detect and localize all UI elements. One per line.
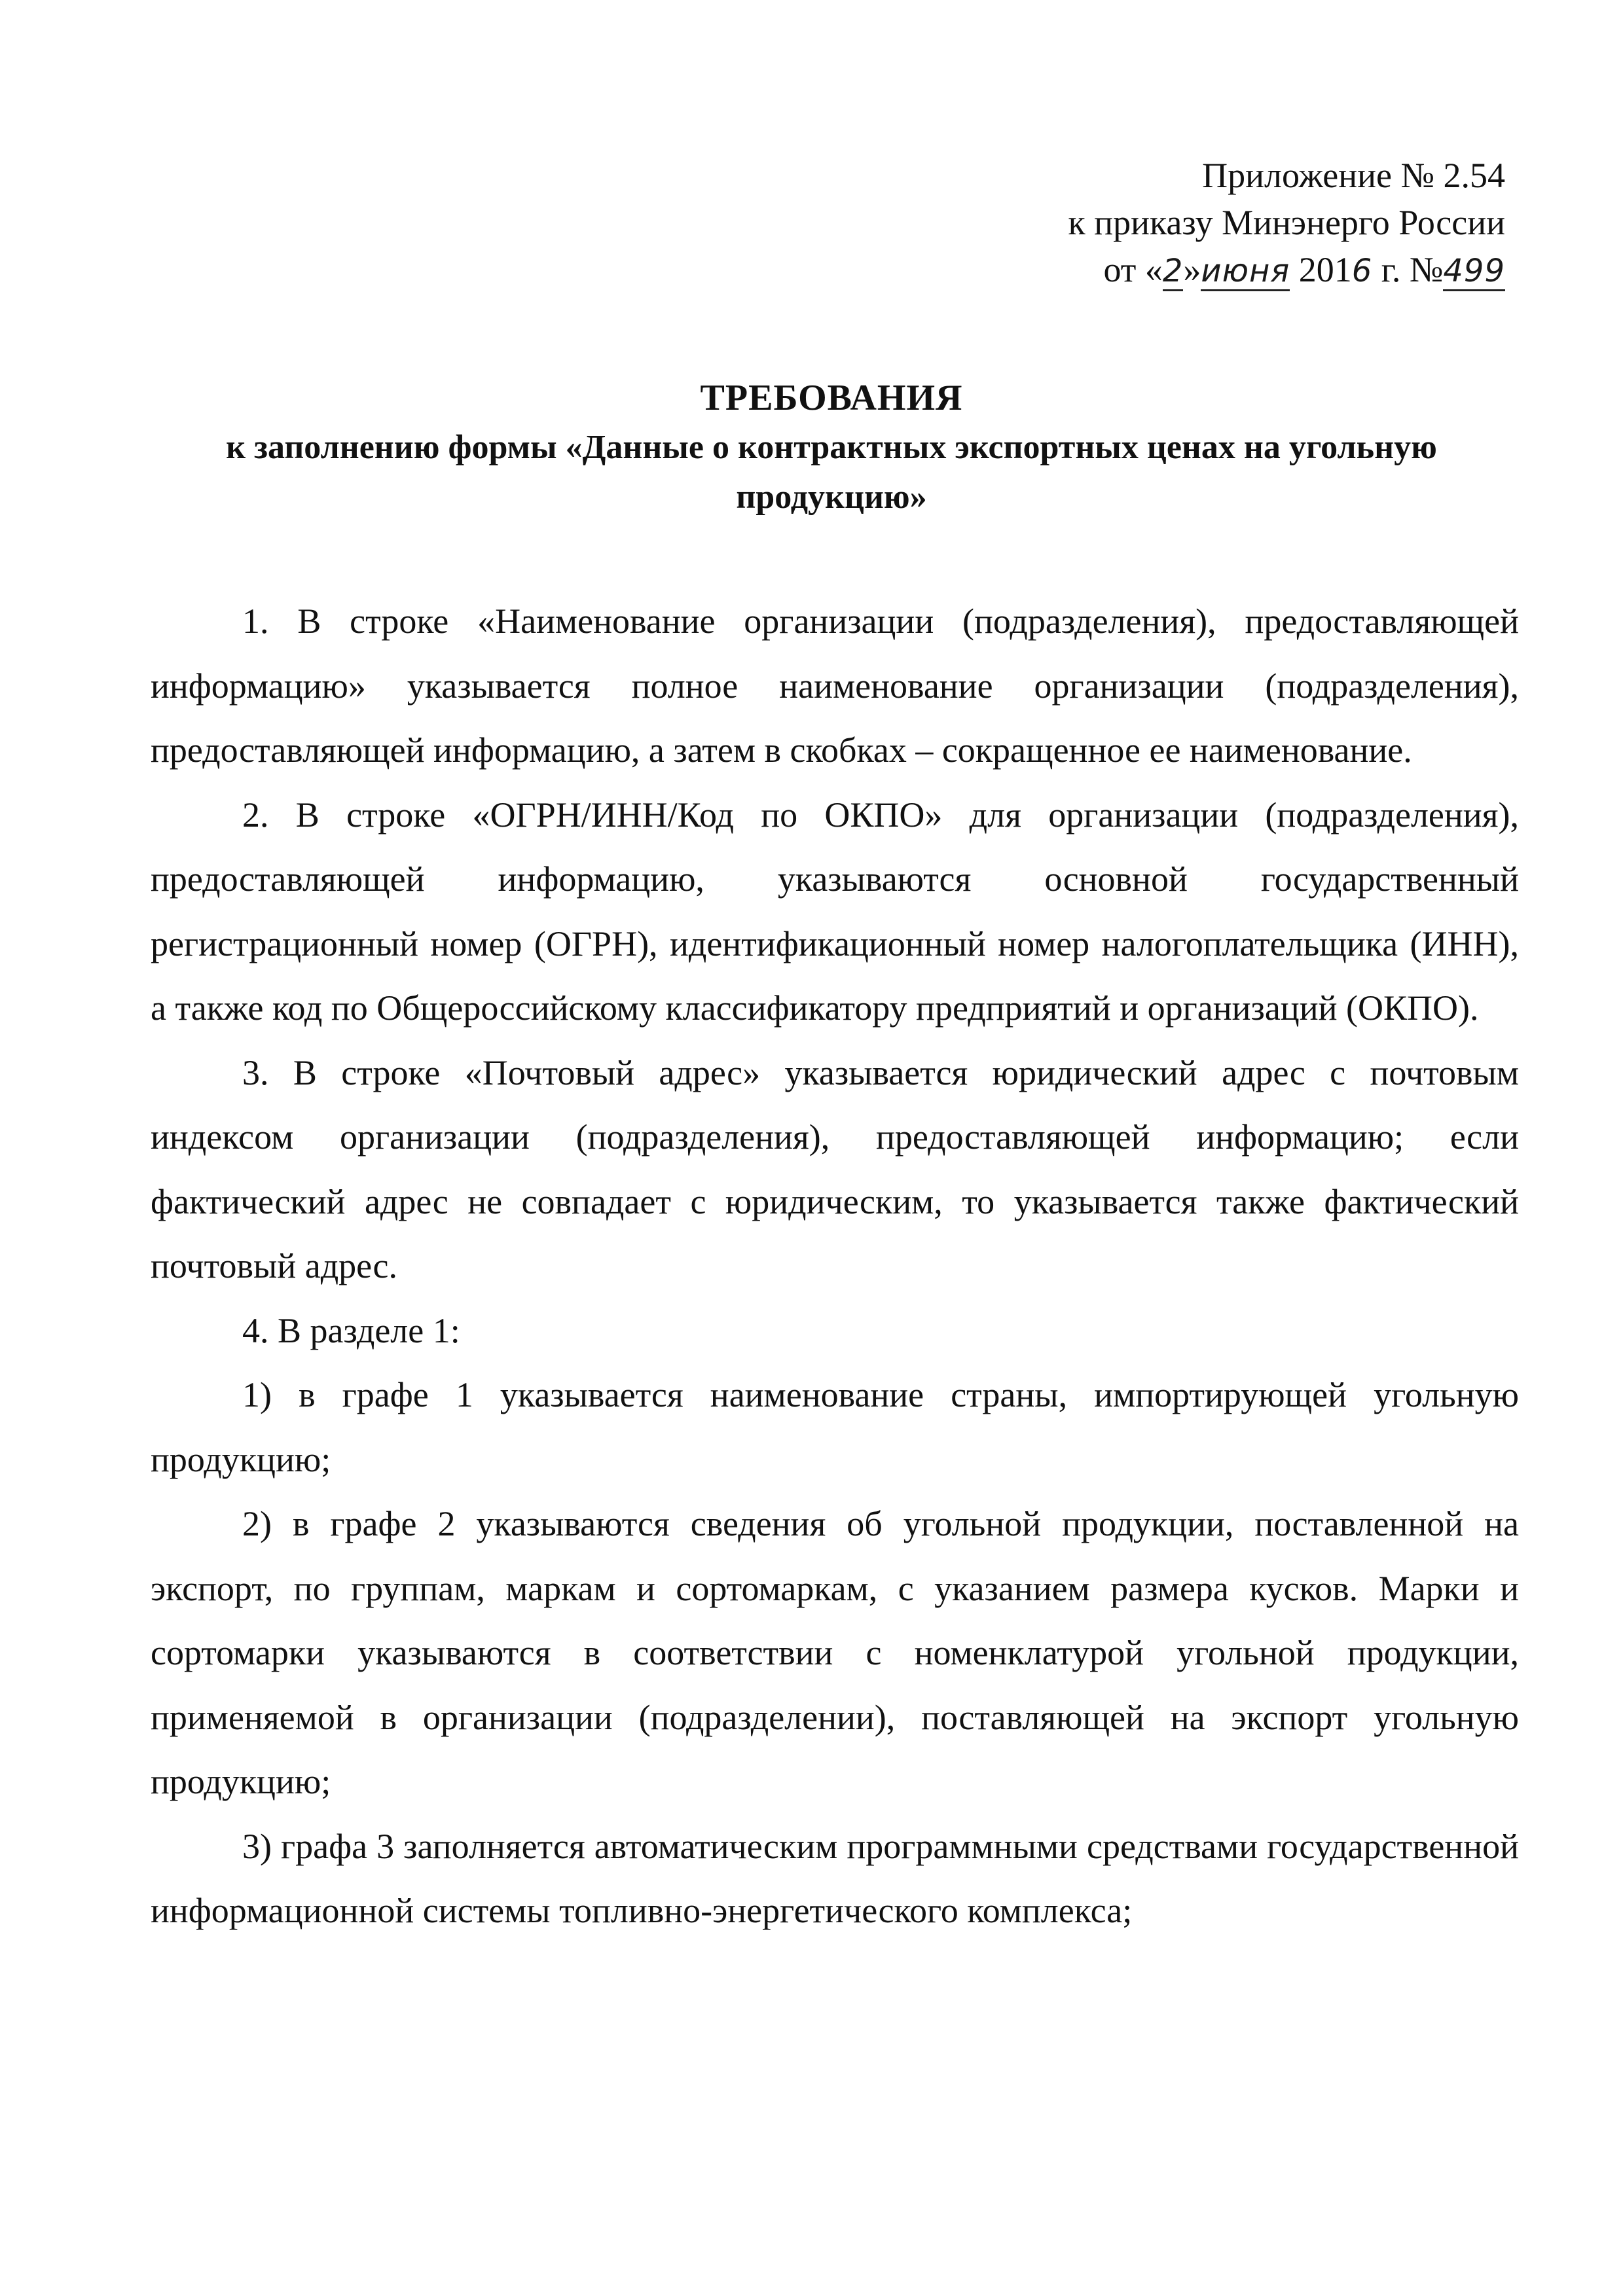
handwritten-year-digit: 6: [1351, 253, 1373, 289]
annex-order-reference: к приказу Минэнерго России: [1068, 203, 1505, 242]
document-title: [151, 373, 1512, 522]
paragraph-1: 1. В строке «Наименование организации (подразделения), предоставляющей информацию» указывается полное наименование организации (подразделения), предоставляющей информацию, а затем в скобках – сокращенное ее наименование.: [151, 601, 1519, 770]
handwritten-month: июня: [1201, 253, 1290, 291]
title-subheading: к заполнению формы «Данные о контрактных экспортных ценах на угольную продукцию»: [226, 429, 1437, 516]
paragraph-3: 3. В строке «Почтовый адрес» указывается юридический адрес с почтовым индексом организации (подразделения), предоставляющей информацию; если фактический адрес не совпадает с юридическим, то указывается также фактический почтовый адрес.: [151, 1052, 1519, 1285]
paragraph-4-3: 3) графа 3 заполняется автоматическим программными средствами государственной информационной системы топливно-энергетического комплекса;: [151, 1826, 1519, 1930]
handwritten-day: 2: [1163, 253, 1184, 291]
annex-title: Приложение № 2.54: [1202, 156, 1505, 195]
paragraph-4-1: 1) в графе 1 указывается наименование страны, импортирующей угольную продукцию;: [151, 1375, 1519, 1479]
paragraph-4-2: 2) в графе 2 указываются сведения об угольной продукции, поставленной на экспорт, по группам, маркам и сортомаркам, с указанием размера кусков. Марки и сортомарки указываются в соответствии с номенклатурой угольной продукции, применяемой в организации (подразделении), поставляющей на экспорт угольную продукцию;: [151, 1504, 1519, 1801]
annex-header: [916, 152, 1505, 295]
date-quote-close: »: [1183, 250, 1201, 289]
handwritten-order-number: 499: [1443, 253, 1505, 291]
order-number-prefix: г. №: [1372, 250, 1444, 289]
paragraph-2: 2. В строке «ОГРН/ИНН/Код по ОКПО» для организации (подразделения), предоставляющей информацию, указываются основной государственный регистрационный номер (ОГРН), идентификационный номер налогоплательщика (ИНН), а также код по Общероссийскому классификатору предприятий и организаций (ОКПО).: [151, 795, 1519, 1028]
paragraph-4: 4. В разделе 1:: [242, 1310, 460, 1350]
document-body: [151, 589, 1519, 1943]
title-heading: ТРЕБОВАНИЯ: [700, 378, 963, 418]
annex-order-date: [916, 246, 1505, 295]
date-prefix: от «: [1103, 250, 1163, 289]
year-prefix: 201: [1290, 250, 1352, 289]
